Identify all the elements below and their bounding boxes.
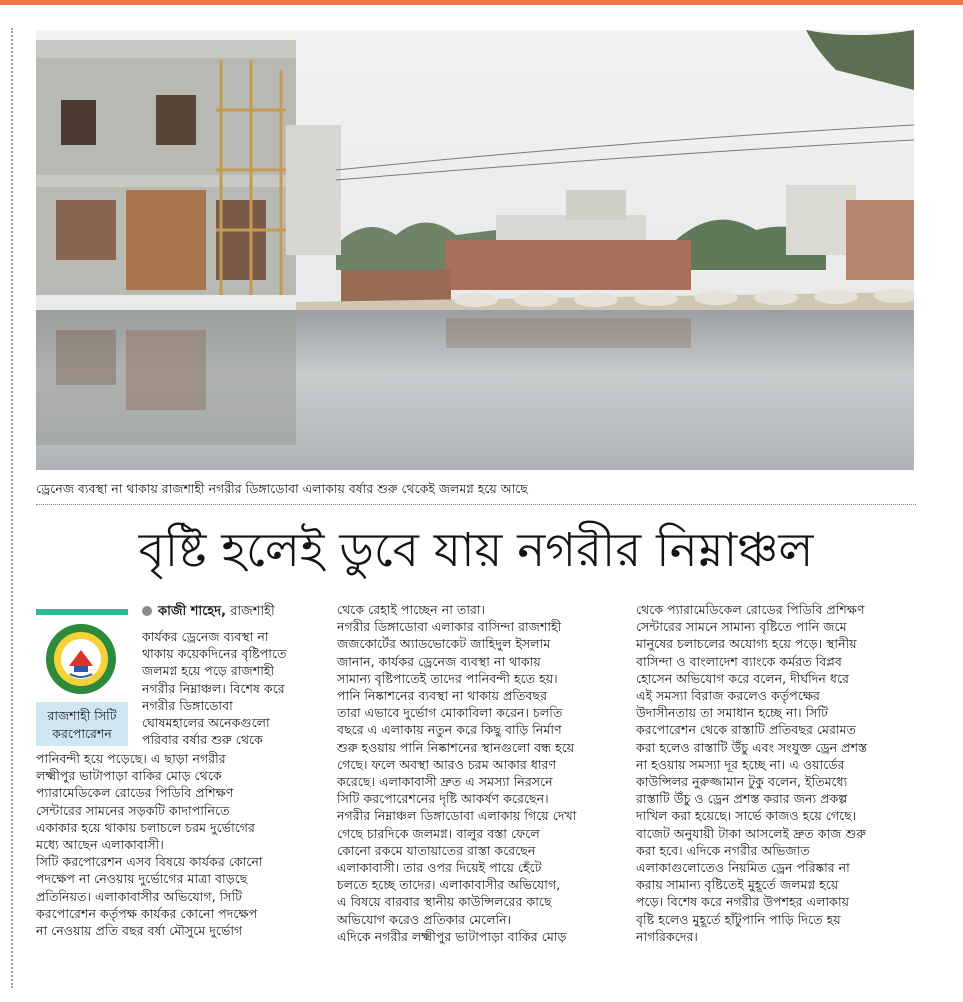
article-line: প্যারামেডিকেল রোডের পিডিবি প্রশিক্ষণ [36, 785, 234, 801]
article-line: সামান্য বৃষ্টিপাতেই তাদের পানিবন্দী হতে হয়। [337, 670, 558, 686]
article-line: নগরীর নিম্নাঞ্চল। বিশেষ করে [142, 680, 285, 696]
article-line: করা হলেও রাস্তাটি উঁচু এবং সংযুক্ত ড্রেন প্রশস্ত [636, 739, 868, 755]
article-line: গেছে চারদিকে জলমগ্ন। বালুর বস্তা ফেলে [337, 825, 540, 841]
article-line: বাজেট অনুযায়ী টাকা আসলেই দ্রুত কাজ শুরু [636, 825, 866, 841]
article-line: নগরীর নিম্নাঞ্চল ডিঙ্গাডোবা এলাকায় গিয়ে দেখা [337, 808, 577, 824]
article-line: করায় সামান্য বৃষ্টিতেই মুহূর্তে জলমগ্ন হয়ে [636, 877, 839, 893]
article-line: মানুষের চলাচলের অযোগ্য হয়ে পড়ে। স্থানীয় [636, 636, 857, 652]
article-line: এদিকে নগরীর লক্ষ্মীপুর ভাটাপাড়া বাকির মোড় [337, 928, 567, 944]
article-line: শুরু হওয়ায় পানি নিষ্কাশনের স্থানগুলো বন্ধ হয়ে [337, 739, 575, 755]
article-line: নগরীর ডিঙ্গাডোবা [142, 697, 233, 713]
article-column-3 [636, 601, 921, 945]
article-line: এ বিষয়ে বারবার স্থানীয় কাউন্সিলরের কাছে [337, 894, 552, 910]
article-line: তারা এভাবে দুর্ভোগ মোকাবিলা করেন। চলতি [337, 705, 563, 721]
logo-label [36, 702, 128, 746]
article-line: সেন্টারের সামনে সামান্য বৃষ্টিতে পানি জমে [636, 619, 847, 635]
author-name: কাজী শাহেদ, [158, 604, 227, 619]
logo-label-line1: রাজশাহী সিটি [47, 708, 117, 723]
article-line: সেন্টারের সামনের সড়কটি কাদাপানিতে [36, 802, 230, 818]
photo-caption: ড্রেনেজ ব্যবস্থা না থাকায় রাজশাহী নগরীর ডিঙ্গাডোবা এলাকায় বর্ষার শুরু থেকেই জলমগ্ন হয়ে আছে [36, 481, 528, 496]
article-line: পানি নিষ্কাশনের ব্যবস্থা না থাকায় প্রতিবছর [337, 688, 548, 704]
article-line: সিটি করপোরেশনের দৃষ্টি আকর্ষণ করেছেন। [337, 791, 549, 807]
bullet-icon [142, 606, 152, 616]
article-line: নগরীর ডিঙ্গাডোবা এলাকার বাসিন্দা রাজশাহী [337, 619, 562, 635]
article-line: মধ্যে আছেন এলাকাবাসী। [36, 837, 164, 853]
article-line: জলমগ্ন হয়ে পড়ে রাজশাহী [142, 663, 275, 679]
article-line: করা হবে। এদিকে নগরীর অভিজাত [636, 842, 810, 858]
news-photo [36, 30, 914, 470]
flood-photo-illustration [36, 30, 914, 470]
article-line: অভিযোগ করেও প্রতিকার মেলেনি। [337, 911, 512, 927]
logo-accent-bar [36, 609, 128, 615]
article-line: দাখিল করা হয়েছে। সার্ভে কাজও হয়ে গেছে। [636, 808, 857, 824]
article-line: কাউন্সিলর নুরুজ্জামান টুকু বলেন, ইতিমধ্যে [636, 774, 848, 790]
article-line: বছরে এ এলাকায় নতুন করে কিছু বাড়ি নির্মাণ [337, 722, 562, 738]
article-column-2 [337, 601, 622, 945]
article-line: জজকোর্টের অ্যাডভোকেট জাহিদুল ইসলাম [337, 636, 551, 652]
article-line: করপোরেশন থেকে রাস্তাটি প্রতিবছর মেরামত [636, 722, 857, 738]
article-line: থেকে প্যারামেডিকেল রোডের পিডিবি প্রশিক্ষণ [636, 602, 865, 617]
top-accent-bar [0, 0, 963, 5]
article-line: এলাকাগুলোতেও নিয়মিত ড্রেন পরিষ্কার না [636, 860, 850, 876]
article-line: চলতে হচ্ছে তাদের। এলাকাবাসীর অভিযোগ, [337, 877, 561, 893]
article-column-1-intro [142, 628, 327, 748]
city-corporation-logo [44, 622, 118, 696]
article-line: এই সমস্যা বিরাজ করলেও কর্তৃপক্ষের [636, 688, 820, 704]
logo-label-line2: করপোরেশন [52, 726, 112, 741]
headline: বৃষ্টি হলেই ডুবে যায় নগরীর নিম্নাঞ্চল [138, 523, 814, 578]
article-line: রাস্তাটি উঁচু ও ড্রেন প্রশস্ত করার জন্য প্রকল্প [636, 791, 848, 807]
article-line: একাকার হয়ে থাকায় চলাচলে চরম দুর্ভোগের [36, 819, 255, 835]
article-line: জানান, কার্যকর ড্রেনেজ ব্যবস্থা না থাকায় [337, 653, 541, 669]
article-line: পানিবন্দী হয়ে পড়েছে। এ ছাড়া নগরীর [36, 751, 226, 766]
article-line: না হওয়ায় সমস্যা দূর হচ্ছে না। এ ওয়ার্ডের [636, 756, 845, 772]
article-line: গেছে। ফলে অবস্থা আরও চরম আকার ধারণ [337, 756, 557, 772]
article-line: হোসেন অভিযোগ করে বলেন, দীর্ঘদিন ধরে [636, 670, 849, 686]
article-line: পরিবার বর্ষার শুরু থেকে [142, 732, 263, 748]
article-line: এলাকাবাসী। তার ওপর দিয়েই পায়ে হেঁটে [337, 860, 542, 876]
article-line: কার্যকর ড্রেনেজ ব্যবস্থা না [142, 629, 269, 644]
column-divider [11, 28, 13, 988]
article-line: করেছে। এলাকাবাসী দ্রুত এ সমস্যা নিরসনে [337, 774, 553, 790]
byline [142, 603, 275, 621]
article-column-1 [36, 750, 326, 939]
article-line: প্রতিনিয়ত। এলাকাবাসীর অভিযোগ, সিটি [36, 888, 243, 904]
article-line: ঘোষমহালের অনেকগুলো [142, 715, 270, 731]
article-line: সিটি করপোরেশন এসব বিষয়ে কার্যকর কোনো [36, 854, 263, 870]
dateline: রাজশাহী [230, 604, 275, 619]
article-line: থাকায় কয়েকদিনের বৃষ্টিপাতে [142, 646, 287, 662]
article-line: নাগরিকদের। [636, 928, 698, 944]
article-line: উদাসীনতায় তা সমাধান হচ্ছে না। সিটি [636, 705, 829, 721]
article-line: থেকে রেহাই পাচ্ছেন না তারা। [337, 602, 486, 617]
article-line: পড়ে। বিশেষ করে নগরীর উপশহর এলাকায় [636, 894, 850, 910]
article-line: বাসিন্দা ও বাংলাদেশ ব্যাংকে কর্মরত বিপ্লব [636, 653, 842, 669]
caption-divider [36, 504, 916, 505]
article-line: করপোরেশন কর্তৃপক্ষ কার্যকর কোনো পদক্ষেপ [36, 905, 258, 921]
article-line: লক্ষ্মীপুর ভাটাপাড়া বাকির মোড় থেকে [36, 768, 222, 784]
article-line: না নেওয়ায় প্রতি বছর বর্ষা মৌসুমে দুর্ভোগ [36, 923, 243, 939]
seal-icon [44, 622, 118, 696]
article-line: পদক্ষেপ না নেওয়ায় দুর্ভোগের মাত্রা বাড়ছে [36, 871, 248, 887]
article-line: কোনো রকমে যাতায়াতের রাস্তা করেছেন [337, 842, 536, 858]
article-line: বৃষ্টি হলেও মুহূর্তে হাঁটুপানি পাড়ি দিতে হয় [636, 911, 841, 927]
